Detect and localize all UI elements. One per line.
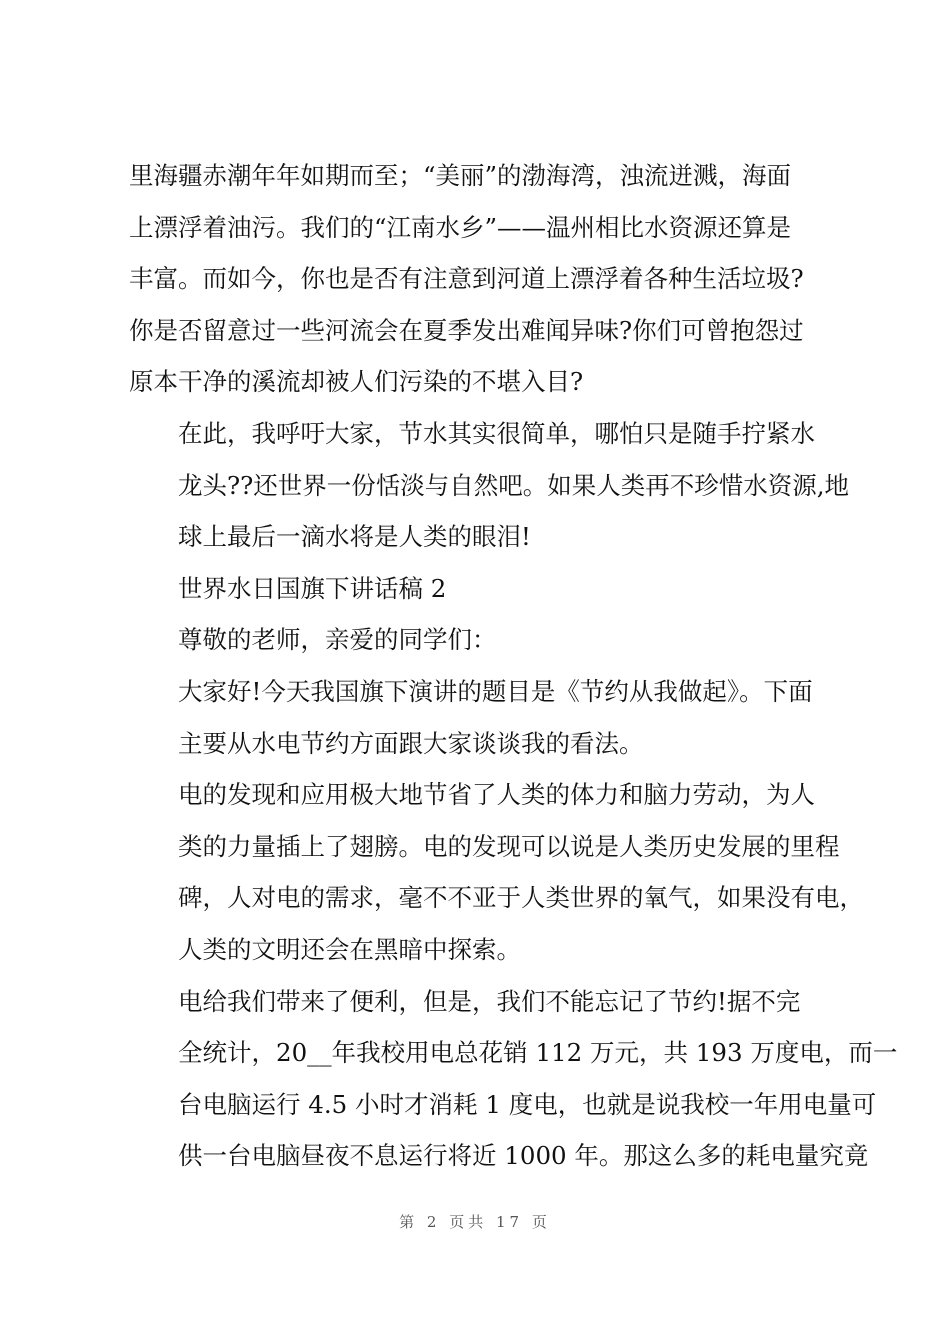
- text-line: 原本干净的溪流却被人们污染的不堪入目?: [129, 367, 584, 397]
- text-line: 尊敬的老师，亲爱的同学们：: [178, 625, 497, 655]
- paragraph: [129, 563, 849, 615]
- text-line: 供一台电脑昼夜不息运行将近 1000 年。那这么多的耗电量究竟: [178, 1141, 869, 1171]
- paragraph: [129, 614, 849, 666]
- text-line: 全统计，20__年我校用电总花销 112 万元，共 193 万度电，而一: [178, 1038, 898, 1068]
- text-line: 里海疆赤潮年年如期而至；“美丽”的渤海湾，浊流迸溅，海面: [129, 161, 792, 190]
- text-line: 台电脑运行 4.5 小时才消耗 1 度电，也就是说我校一年用电量可: [178, 1089, 877, 1119]
- text-line: 人类的文明还会在黑暗中探索。: [178, 934, 521, 964]
- page-footer: 第 2 页共 17 页: [399, 1213, 551, 1231]
- text-line: 电的发现和应用极大地节省了人类的体力和脑力劳动，为人: [178, 780, 815, 810]
- text-line: 在此，我呼吁大家，节水其实很简单，哪怕只是随手拧紧水: [178, 418, 815, 448]
- document-body: [129, 150, 898, 1182]
- text-line: 上漂浮着油污。我们的“江南水乡”——温州相比水资源还算是: [129, 212, 792, 242]
- text-line: 龙头??还世界一份恬淡与自然吧。如果人类再不珍惜水资源,地: [178, 470, 850, 500]
- paragraph: [129, 408, 849, 563]
- paragraph: [129, 769, 864, 975]
- text-line: 大家好!今天我国旗下演讲的题目是《节约从我做起》。下面: [178, 676, 813, 706]
- text-line: 类的力量插上了翅膀。电的发现可以说是人类历史发展的里程: [178, 831, 840, 861]
- text-line: 碑，人对电的需求，毫不不亚于人类世界的氧气，如果没有电，: [178, 883, 864, 913]
- text-line: 世界水日国旗下讲话稿 2: [178, 573, 447, 603]
- paragraph: [129, 666, 849, 769]
- paragraph: [129, 976, 898, 1182]
- text-line: 电给我们带来了便利，但是，我们不能忘记了节约!据不完: [178, 986, 801, 1016]
- text-line: 丰富。而如今，你也是否有注意到河道上漂浮着各种生活垃圾?: [129, 264, 804, 294]
- paragraph: [129, 150, 849, 408]
- text-line: 球上最后一滴水将是人类的眼泪!: [178, 522, 531, 552]
- text-line: 主要从水电节约方面跟大家谈谈我的看法。: [178, 728, 644, 758]
- text-line: 你是否留意过一些河流会在夏季发出难闻异味?你们可曾抱怨过: [129, 315, 804, 345]
